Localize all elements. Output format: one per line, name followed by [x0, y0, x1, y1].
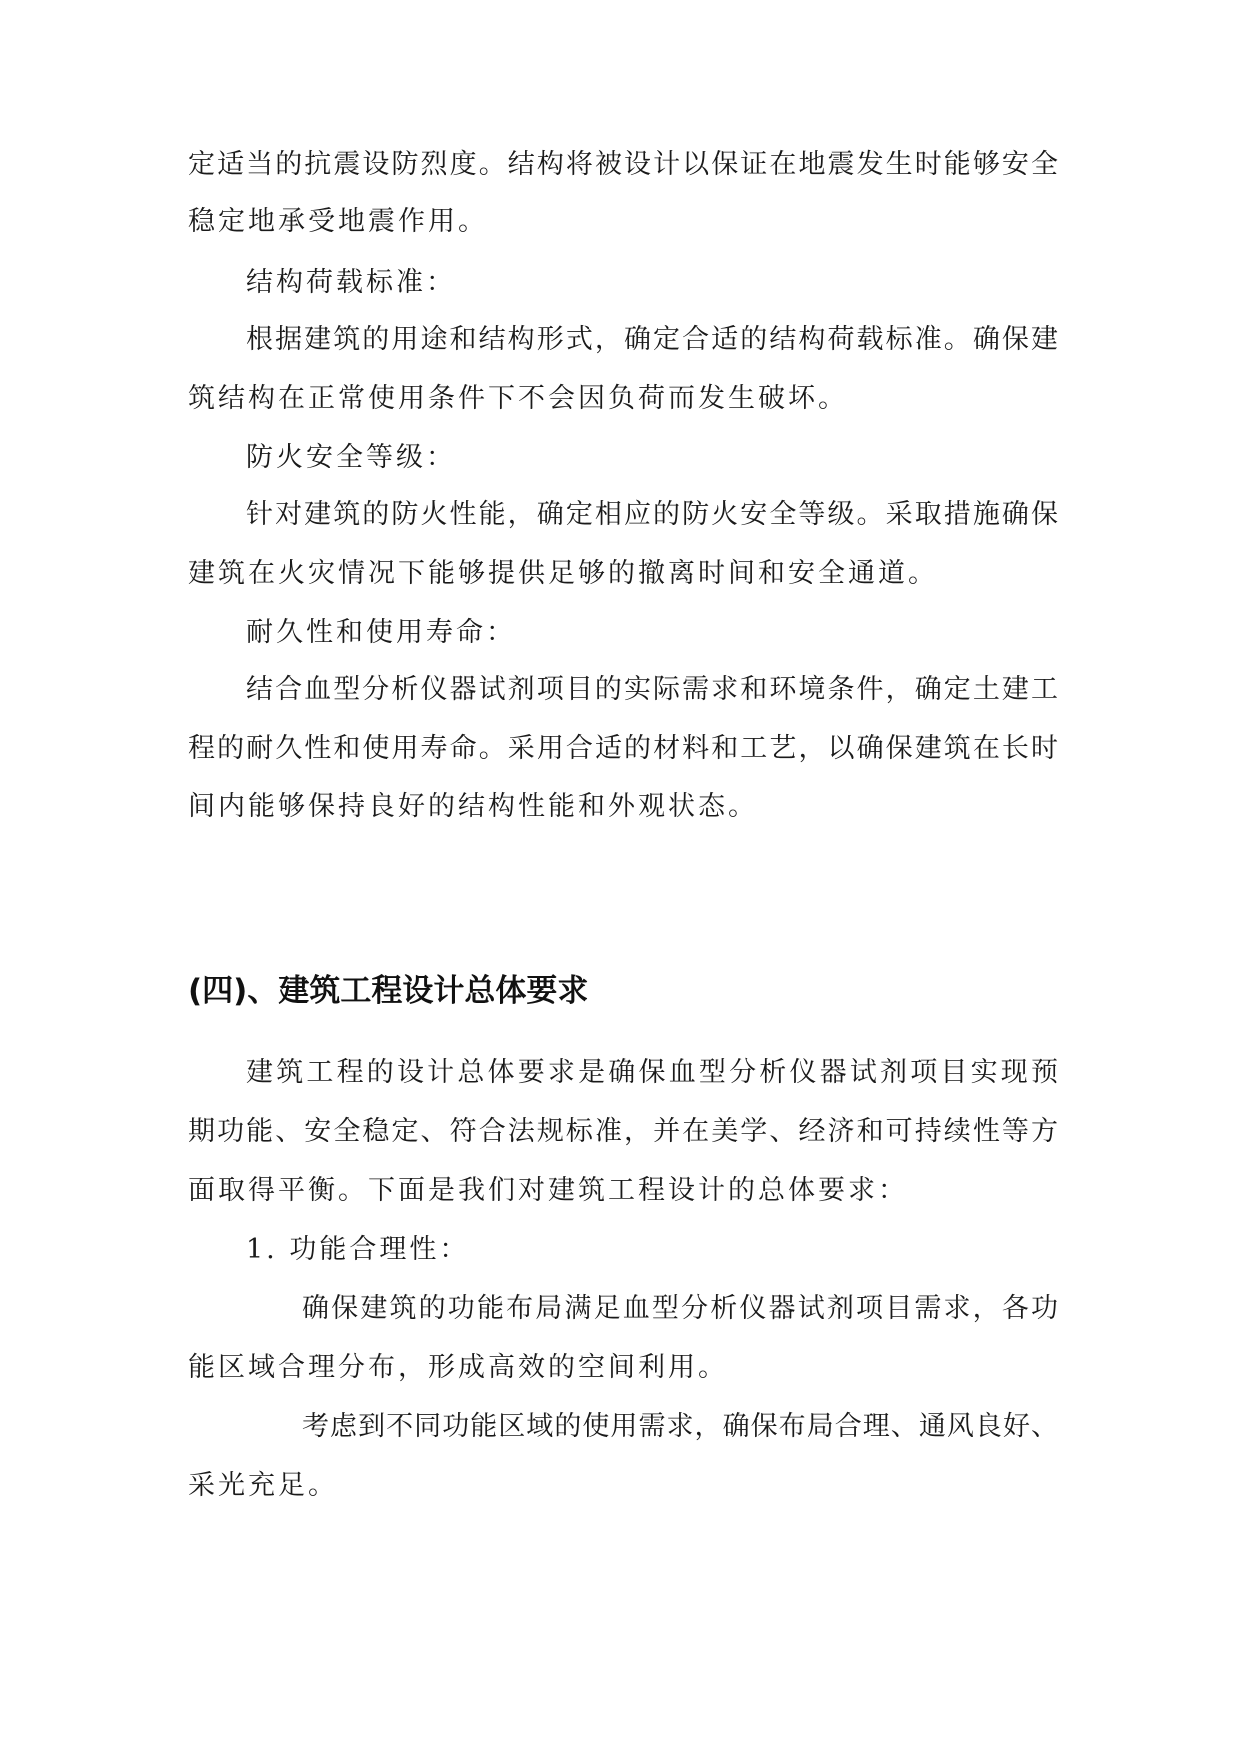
paragraph-line: 程的耐久性和使用寿命。采用合适的材料和工艺，以确保建筑在长时 [188, 733, 1058, 764]
paragraph-line: 建筑工程的设计总体要求是确保血型分析仪器试剂项目实现预 [246, 1057, 1058, 1088]
subsection-title-structural-load: 结构荷载标准： [246, 267, 456, 298]
paragraph-line: 定适当的抗震设防烈度。结构将被设计以保证在地震发生时能够安全 [188, 149, 1058, 180]
paragraph-line: 稳定地承受地震作用。 [188, 206, 488, 237]
paragraph-line: 筑结构在正常使用条件下不会因负荷而发生破坏。 [188, 383, 848, 414]
paragraph-line: 间内能够保持良好的结构性能和外观状态。 [188, 791, 758, 822]
paragraph-line: 期功能、安全稳定、符合法规标准，并在美学、经济和可持续性等方 [188, 1116, 1058, 1147]
paragraph-line: 考虑到不同功能区域的使用需求，确保布局合理、通风良好、 [302, 1411, 1058, 1442]
list-item-title: 1. 功能合理性： [246, 1234, 470, 1265]
paragraph-line: 能区域合理分布，形成高效的空间利用。 [188, 1352, 728, 1383]
paragraph-line: 确保建筑的功能布局满足血型分析仪器试剂项目需求，各功 [302, 1293, 1058, 1324]
paragraph-line: 结合血型分析仪器试剂项目的实际需求和环境条件，确定土建工 [246, 674, 1058, 705]
subsection-title-durability: 耐久性和使用寿命： [246, 617, 516, 648]
paragraph-line: 采光充足。 [188, 1470, 338, 1501]
paragraph-line: 建筑在火灾情况下能够提供足够的撤离时间和安全通道。 [188, 558, 938, 589]
paragraph-line: 针对建筑的防火性能，确定相应的防火安全等级。采取措施确保 [246, 499, 1058, 530]
section-heading: (四)、建筑工程设计总体要求 [188, 973, 589, 1009]
subsection-title-fire-safety: 防火安全等级： [246, 442, 456, 473]
paragraph-line: 面取得平衡。下面是我们对建筑工程设计的总体要求： [188, 1175, 908, 1206]
paragraph-line: 根据建筑的用途和结构形式，确定合适的结构荷载标准。确保建 [246, 324, 1058, 355]
